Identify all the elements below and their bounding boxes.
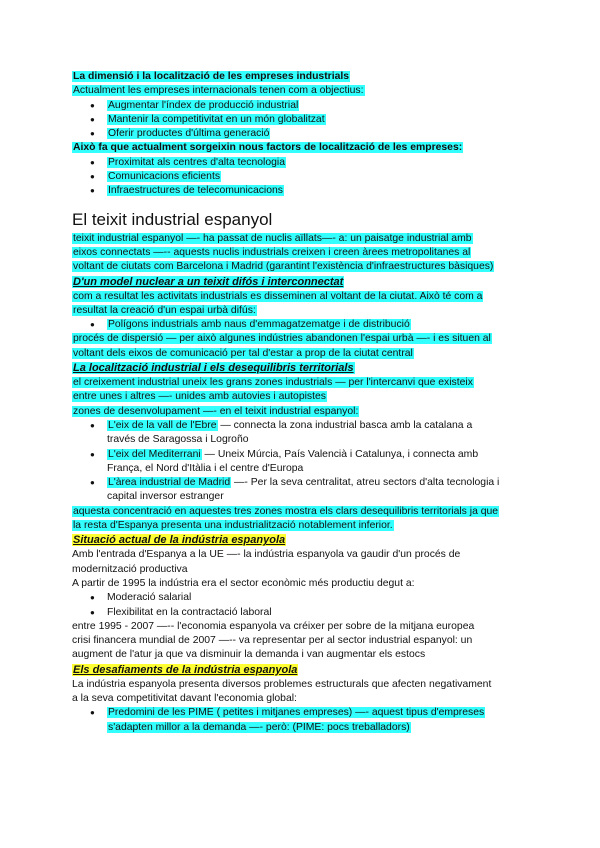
bullet-continuation bbox=[72, 462, 532, 476]
bullet-text: Comunicacions eficients bbox=[108, 171, 221, 183]
bullet-item bbox=[72, 113, 532, 127]
bullet-item bbox=[72, 706, 532, 720]
text-span: entre unes i altres —- unides amb autovies i autopistes bbox=[73, 391, 326, 403]
text-span: aquesta concentració en aquestes tres zones mostra els clars desequilibris territorials ja que bbox=[73, 505, 499, 517]
text-line bbox=[72, 332, 532, 346]
text-span: Amb l'entrada d'Espanya a la UE —- la indústria espanyola va gaudir d'un procés de bbox=[72, 549, 461, 561]
bullet-item bbox=[72, 156, 532, 170]
text-span: com a resultat les activitats industrials es disseminen al voltant de la ciutat. Això té com a bbox=[73, 290, 483, 302]
text-span: A partir de 1995 la indústria era el sector econòmic més productiu degut a: bbox=[72, 577, 415, 589]
text-span: resultat la creació d'un espai urbà difús: bbox=[73, 304, 256, 316]
bullet-text: Infraestructures de telecomunicacions bbox=[108, 185, 283, 197]
text-span: augment de l'atur ja que va disminuir la demanda i van augmentar els estocs bbox=[72, 649, 426, 661]
subheading bbox=[72, 663, 532, 678]
bullet-text: Predomini de les PIME ( petites i mitjanes empreses) —- aquest tipus d'empreses bbox=[108, 707, 485, 719]
text-line bbox=[72, 347, 532, 361]
text-span: a la seva competitivitat davant l'economia global: bbox=[72, 692, 297, 704]
subheading bbox=[72, 275, 532, 290]
bullet-continuation bbox=[72, 433, 532, 447]
text-line bbox=[72, 678, 532, 692]
subheading-text: D'un model nuclear a un teixit difós i interconnectat bbox=[73, 275, 344, 288]
text-span: crisi financera mundial de 2007 —-- va representar per al sector industrial espanyol: un bbox=[72, 635, 473, 647]
document-page bbox=[72, 70, 532, 735]
bullet-item bbox=[72, 99, 532, 113]
text-line bbox=[72, 405, 532, 419]
bullet-item bbox=[72, 591, 532, 605]
text-span: Actualment les empreses internacionals tenen com a objectius: bbox=[73, 85, 364, 97]
text-line bbox=[72, 620, 532, 634]
text-span: el creixement industrial uneix les grans zones industrials — per l'intercanvi que existeix bbox=[73, 377, 473, 389]
text-span: voltant de ciutats com Barcelona i Madrid (garantint l'existència d'infraestructures bàsiques) bbox=[73, 261, 494, 273]
bullet-rest-text: — connecta la zona industrial basca amb la catalana a bbox=[217, 419, 473, 431]
text-line bbox=[72, 84, 532, 98]
bullet-text: Proximitat als centres d'alta tecnologia bbox=[108, 156, 285, 168]
text-span: entre 1995 - 2007 —-- l'economia espanyola va créixer per sobre de la mitjana europea bbox=[72, 620, 475, 632]
text-line bbox=[72, 519, 532, 533]
text-line bbox=[72, 634, 532, 648]
text-line bbox=[72, 548, 532, 562]
text-span: voltant dels eixos de comunicació per tal d'estar a prop de la ciutat central bbox=[73, 347, 413, 359]
bullet-text: Mantenir la competitivitat en un món globalitzat bbox=[108, 113, 325, 125]
bullet-highlight-text: L'eix de la vall de l'Ebre bbox=[108, 419, 217, 431]
text-span: procés de dispersió — per això algunes indústries abandonen l'espai urbà —- i es situen al bbox=[73, 333, 491, 345]
section-heading bbox=[72, 209, 532, 230]
text-line bbox=[72, 577, 532, 591]
text-line bbox=[72, 141, 532, 155]
subheading bbox=[72, 533, 532, 548]
continuation-text: França, el Nord d'Itàlia i el centre d'Europa bbox=[107, 462, 304, 474]
text-span: eixos connectats —-- aquests nuclis industrials creixen i creen àrees metropolitanes al bbox=[73, 246, 471, 258]
text-line bbox=[72, 260, 532, 274]
text-span: modernització productiva bbox=[72, 563, 188, 575]
bullet-rest-text: —- Per la seva centralitat, atreu sectors d'alta tecnologia i bbox=[231, 477, 500, 489]
bullet-text: Oferir productes d'última generació bbox=[108, 128, 270, 140]
bullet-text: Polígons industrials amb naus d'emmagatzematge i de distribució bbox=[108, 319, 410, 331]
bullet-item bbox=[72, 318, 532, 332]
text-line bbox=[72, 232, 532, 246]
text-span: la resta d'Espanya presenta una industrialització notablement inferior. bbox=[73, 520, 393, 532]
bullet-item bbox=[72, 127, 532, 141]
bullet-item bbox=[72, 419, 532, 433]
text-span: La dimensió i la localització de les empreses industrials bbox=[73, 71, 350, 82]
bullet-continuation bbox=[72, 721, 532, 735]
bullet-item bbox=[72, 606, 532, 620]
text-line bbox=[72, 505, 532, 519]
bullet-text: Moderació salarial bbox=[107, 592, 192, 604]
text-line bbox=[72, 70, 532, 84]
text-span: Això fa que actualment sorgeixin nous factors de localització de les empreses: bbox=[73, 142, 463, 154]
text-line bbox=[72, 692, 532, 706]
text-span: teixit industrial espanyol —- ha passat de nuclis aïllats—- a: un paisatge industrial amb bbox=[73, 232, 472, 244]
heading-text: El teixit industrial espanyol bbox=[72, 209, 273, 229]
bullet-item bbox=[72, 476, 532, 490]
continuation-text: s'adapten millor a la demanda —- però: (PIME: pocs treballadors) bbox=[108, 721, 410, 733]
bullet-rest-text: — Uneix Múrcia, País Valencià i Catalunya, i connecta amb bbox=[201, 448, 479, 460]
text-span: zones de desenvolupament —- en el teixit industrial espanyol: bbox=[73, 405, 359, 417]
bullet-highlight-text: L'àrea industrial de Madrid bbox=[108, 477, 231, 489]
subheading-text: Situació actual de la indústria espanyola bbox=[73, 534, 286, 547]
text-line bbox=[72, 376, 532, 390]
subheading-text: La localització industrial i els desequilibris territorials bbox=[73, 362, 354, 375]
subheading-text: Els desafiaments de la indústria espanyola bbox=[73, 663, 298, 676]
text-line bbox=[72, 648, 532, 662]
text-span: La indústria espanyola presenta diversos problemes estructurals que afecten negativament bbox=[72, 678, 492, 690]
continuation-text: capital inversor estranger bbox=[107, 491, 224, 503]
continuation-text: través de Saragossa i Logroño bbox=[107, 434, 249, 446]
text-line bbox=[72, 246, 532, 260]
text-line bbox=[72, 304, 532, 318]
bullet-item bbox=[72, 448, 532, 462]
bullet-item bbox=[72, 184, 532, 198]
text-line bbox=[72, 563, 532, 577]
bullet-item bbox=[72, 170, 532, 184]
subheading bbox=[72, 361, 532, 376]
text-line bbox=[72, 290, 532, 304]
text-line bbox=[72, 390, 532, 404]
bullet-continuation bbox=[72, 490, 532, 504]
bullet-text: Augmentar l'índex de producció industrial bbox=[108, 99, 299, 111]
bullet-highlight-text: L'eix del Mediterrani bbox=[108, 448, 201, 460]
bullet-text: Flexibilitat en la contractació laboral bbox=[107, 606, 272, 618]
